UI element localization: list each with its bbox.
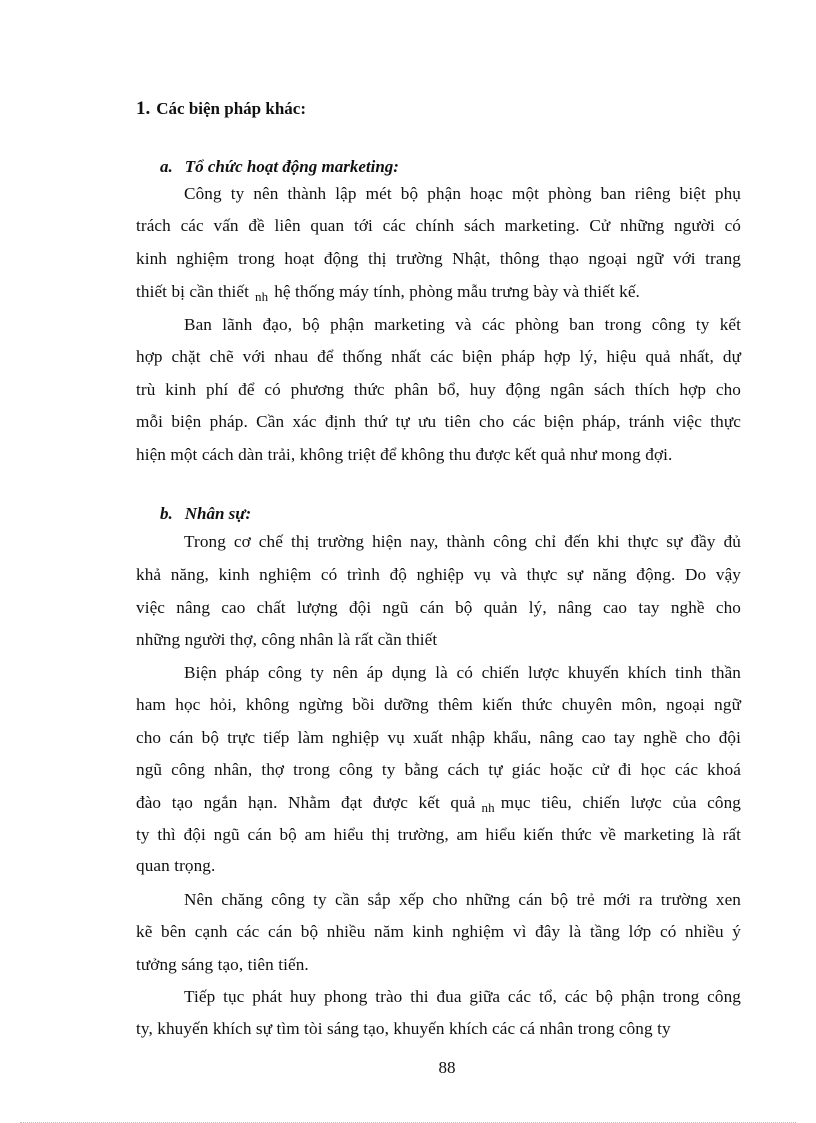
subsection-a-heading [160, 157, 399, 177]
paragraph-line: tưởng sáng tạo, tiên tiến. [136, 955, 309, 974]
paragraph-line: Trong cơ chế thị trường hiện nay, thành công chỉ đến khi thực sự đầy đủ [184, 532, 741, 551]
paragraph-line: kẽ bên cạnh các cán bộ nhiều năm kinh nghiệm vì đây là tầng lớp có nhiều ý [136, 922, 741, 941]
paragraph-line: Công ty nên thành lập mét bộ phận hoạc một phòng ban riêng biệt phụ [184, 184, 741, 203]
paragraph-line: quan trọng. [136, 856, 216, 875]
paragraph-line: Ban lãnh đạo, bộ phận marketing và các phòng ban trong công ty kết [184, 315, 741, 334]
line-text: hệ thống máy tính, phòng mẫu trưng bày và thiết kế. [274, 282, 640, 301]
paragraph-line: khả năng, kinh nghiệm có trình độ nghiệp vụ và thực sự năng động. Do vậy [136, 565, 741, 584]
paragraph-line: Nên chăng công ty cần sắp xếp cho những cán bộ trẻ mới ra trường xen [184, 890, 741, 909]
section-heading [136, 98, 306, 120]
paragraph-line: mỗi biện pháp. Cần xác định thứ tự ưu tiên cho các biện pháp, tránh việc thực [136, 412, 741, 431]
paragraph-line: những người thợ, công nhân là rất cần thiết [136, 630, 438, 649]
page-number: 88 [438, 1058, 456, 1077]
paragraph-line: ngũ công nhân, thợ trong công ty bằng cách tự giác hoặc cử đi học các khoá [136, 760, 741, 779]
paragraph-line: hiện một cách dàn trải, không triệt để không thu được kết quả như mong đợi. [136, 445, 673, 464]
section-title: Các biện pháp khác: [156, 99, 306, 118]
subsection-b-title: Nhân sự: [184, 504, 252, 523]
paragraph-line: cho cán bộ trực tiếp làm nghiệp vụ xuất nhập khẩu, nâng cao tay nghề cho đội [136, 728, 741, 747]
line-text: mục tiêu, chiến lược của công [500, 793, 741, 812]
paragraph-line: kinh nghiệm trong hoạt động thị trường Nhật, thông thạo ngoại ngữ với trang [136, 249, 741, 268]
subsection-b-letter: b. [160, 504, 173, 523]
stray-fragment: nh [481, 800, 495, 815]
subsection-a-title: Tổ chức hoạt động marketing: [184, 157, 399, 176]
paragraph-line: Biện pháp công ty nên áp dụng là có chiến lược khuyến khích tinh thần [184, 663, 741, 682]
line-text: đào tạo ngắn hạn. Nhằm đạt được kết quả [136, 793, 476, 812]
stray-fragment: nh [255, 289, 269, 304]
paragraph-line [136, 793, 741, 813]
subsection-b-heading [160, 504, 251, 524]
paragraph-line [136, 282, 640, 302]
paragraph-line: trách các vấn đề liên quan tới các chính sách marketing. Cử những người có [136, 216, 741, 235]
line-text: thiết bị cần thiết [136, 282, 250, 301]
paragraph-line: Tiếp tục phát huy phong trào thi đua giữa các tổ, các bộ phận trong công [184, 987, 741, 1006]
paragraph-line: trù kinh phí để có phương thức phân bổ, huy động ngân sách thích hợp cho [136, 380, 741, 399]
paragraph-line: ty, khuyến khích sự tìm tòi sáng tạo, khuyến khích các cá nhân trong công ty [136, 1019, 671, 1038]
paragraph-line: việc nâng cao chất lượng đội ngũ cán bộ quản lý, nâng cao tay nghề cho [136, 598, 741, 617]
paragraph-line: ham học hỏi, không ngừng bồi dưỡng thêm kiến thức chuyên môn, ngoại ngữ [136, 695, 741, 714]
paragraph-line: hợp chặt chẽ với nhau để thống nhất các biện pháp hợp lý, hiệu quả nhất, dự [136, 347, 741, 366]
section-number: 1. [136, 98, 151, 119]
subsection-a-letter: a. [160, 157, 173, 176]
paragraph-line: ty thì đội ngũ cán bộ am hiểu thị trường, am hiểu kiến thức về marketing là rất [136, 825, 741, 844]
